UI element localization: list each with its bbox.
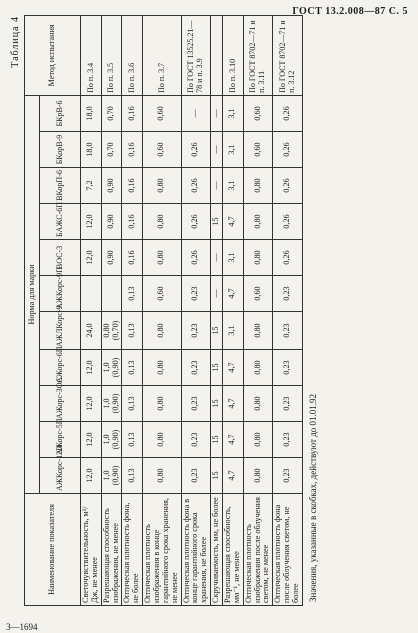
mark-header: БКорВ-9: [40, 132, 81, 168]
norm-value: 0,16: [122, 132, 143, 168]
parameter-name: Оптическая плотность фона, не более: [122, 494, 143, 606]
norm-value: 0,80: [243, 240, 273, 276]
norm-value: 12,0: [81, 458, 102, 494]
norm-value: 15: [211, 204, 223, 240]
norm-value: 15: [211, 458, 223, 494]
norm-value: 18,0: [81, 95, 102, 131]
norm-value: 0,70: [101, 132, 122, 168]
norm-value: 0,60: [243, 95, 273, 131]
norm-value: 7,2: [81, 168, 102, 204]
norm-value: 0,90: [101, 168, 122, 204]
parameter-name: Оптическая плотность фона после облучения светом, не более: [273, 494, 303, 606]
method-cell: По п. 3.7: [143, 15, 181, 95]
norm-value: 0,23: [181, 422, 211, 458]
rotated-table-block: [10, 16, 400, 606]
norm-value: 0,90: [101, 240, 122, 276]
norm-value: 0,80: [143, 458, 181, 494]
method-cell: [211, 15, 223, 95]
parameter-name: Светочувствительность, м²/Дж, не менее: [81, 494, 102, 606]
norm-group-header: Норма для марки: [25, 95, 40, 493]
mark-header: ВОС-3: [40, 240, 81, 276]
norm-value: 3,1: [223, 240, 244, 276]
norm-value: 0,23: [273, 458, 303, 494]
norm-value: 0,13: [122, 386, 143, 422]
norm-value: 0,23: [273, 350, 303, 386]
table-row: [243, 15, 273, 605]
norm-value: —: [211, 240, 223, 276]
norm-value: 0,80: [243, 312, 273, 350]
method-cell: По п. 3.10: [223, 15, 244, 95]
norm-value: 0,26: [181, 204, 211, 240]
parameter-name: Скручиваемость, мм, не более: [211, 494, 223, 606]
norm-value: 0,60: [143, 132, 181, 168]
norm-value: 12,0: [81, 204, 102, 240]
norm-value: 12,0: [81, 386, 102, 422]
standard-table: [24, 15, 303, 606]
norm-value: 0,80: [243, 422, 273, 458]
norm-value: 0,23: [273, 386, 303, 422]
norm-value: 0,80: [143, 240, 181, 276]
norm-value: 0,16: [122, 95, 143, 131]
method-cell: По п. 3.4: [81, 15, 102, 95]
norm-value: 0,90: [101, 204, 122, 240]
norm-value: 18,0: [81, 132, 102, 168]
mark-header: БАЖС-6П: [40, 204, 81, 240]
table-row: [181, 15, 211, 605]
table-caption: Таблица 4: [10, 16, 21, 68]
norm-value: 0,23: [181, 458, 211, 494]
param-header: Наименование показателя: [25, 494, 81, 606]
page-header: ГОСТ 13.2.008—87 С. 5: [292, 6, 408, 17]
norm-value: 0,13: [122, 458, 143, 494]
norm-value: —: [211, 132, 223, 168]
norm-value: 15: [211, 312, 223, 350]
mark-header: ВКорП-6: [40, 168, 81, 204]
parameter-name: Оптическая плотность изображения в конце гарантийного срока хранения, не менее: [143, 494, 181, 606]
mark-header: АЖорс-6П: [40, 350, 81, 386]
parameter-name: Оптическая плотность фона в конце гарантийного срока хранения, не более: [181, 494, 211, 606]
norm-value: 0,80: [143, 204, 181, 240]
norm-value: 1,0 (0,90): [101, 350, 122, 386]
norm-value: —: [181, 95, 211, 131]
norm-value: 15: [211, 350, 223, 386]
norm-value: 0,80 (0,70): [101, 312, 122, 350]
table-row: [143, 15, 181, 605]
norm-value: 0,16: [122, 168, 143, 204]
norm-value: 0,23: [273, 276, 303, 312]
table-row: [273, 15, 303, 605]
norm-value: 0,23: [273, 422, 303, 458]
norm-value: 0,80: [243, 168, 273, 204]
norm-value: 0,80: [243, 386, 273, 422]
norm-value: 0,60: [243, 132, 273, 168]
norm-value: 0,60: [143, 95, 181, 131]
norm-value: 0,23: [181, 276, 211, 312]
norm-value: 12,0: [81, 350, 102, 386]
norm-value: 0,80: [143, 422, 181, 458]
mark-header: АЖКорс-12П: [40, 458, 81, 494]
mark-header: АЖорс-5П: [40, 422, 81, 458]
method-cell: По ГОСТ 13525.21—78 и п. 3.9: [181, 15, 211, 95]
norm-value: 0,13: [122, 276, 143, 312]
norm-value: 3,1: [223, 132, 244, 168]
mark-header: АЖКорс-9П: [40, 276, 81, 312]
norm-value: 1,0 (0,90): [101, 422, 122, 458]
norm-value: 3,1: [223, 312, 244, 350]
norm-value: 0,23: [181, 386, 211, 422]
norm-value: 0,13: [122, 312, 143, 350]
norm-value: 3,1: [223, 95, 244, 131]
norm-value: 0,16: [122, 240, 143, 276]
norm-value: —: [211, 168, 223, 204]
footnote: Значения, указанные в скобках, действуют до 01.01.92: [307, 393, 318, 602]
norm-value: 0,26: [181, 240, 211, 276]
norm-value: 0,23: [181, 350, 211, 386]
norm-value: 4,7: [223, 458, 244, 494]
norm-value: 0,26: [273, 132, 303, 168]
norm-value: 1,0 (0,90): [101, 386, 122, 422]
norm-value: 0,13: [122, 350, 143, 386]
norm-value: —: [211, 95, 223, 131]
norm-value: 0,80: [243, 458, 273, 494]
norm-value: 15: [211, 422, 223, 458]
norm-value: 0,80: [143, 350, 181, 386]
norm-value: 0,23: [181, 312, 211, 350]
method-cell: По п. 3.6: [122, 15, 143, 95]
norm-value: 0,26: [273, 240, 303, 276]
norm-value: 0,16: [122, 204, 143, 240]
norm-value: [101, 276, 122, 312]
method-header: Метод испытания: [25, 15, 81, 95]
norm-value: 0,80: [143, 168, 181, 204]
norm-value: [81, 276, 102, 312]
norm-value: 0,80: [243, 204, 273, 240]
norm-value: 0,26: [181, 132, 211, 168]
norm-value: 1,0 (0,90): [101, 458, 122, 494]
parameter-name: Разрешающая способность, мм⁻¹, не менее: [223, 494, 244, 606]
norm-value: 4,7: [223, 204, 244, 240]
norm-value: 0,60: [143, 276, 181, 312]
parameter-name: Разрешающая способность изображения, не менее: [101, 494, 122, 606]
table-row: [211, 15, 223, 605]
norm-value: 0,26: [273, 95, 303, 131]
table-row: [223, 15, 244, 605]
mark-header: АЖорс-ЗОС: [40, 386, 81, 422]
norm-value: 4,7: [223, 386, 244, 422]
norm-value: 0,26: [273, 168, 303, 204]
table-row: [101, 15, 122, 605]
mark-header: АЖЛКорс-9: [40, 312, 81, 350]
method-cell: По п. 3.5: [101, 15, 122, 95]
norm-value: 3,1: [223, 168, 244, 204]
norm-value: —: [211, 276, 223, 312]
norm-value: 12,0: [81, 240, 102, 276]
norm-value: 0,60: [243, 276, 273, 312]
mark-header: БКрВ-6: [40, 95, 81, 131]
page-footer: 3—1694: [6, 622, 38, 632]
norm-value: 0,80: [243, 350, 273, 386]
norm-value: 0,80: [143, 312, 181, 350]
norm-value: 4,7: [223, 276, 244, 312]
table-row: [122, 15, 143, 605]
norm-value: 24,0: [81, 312, 102, 350]
norm-value: 15: [211, 386, 223, 422]
method-cell: По ГОСТ 8702—71 и п. 3.12: [273, 15, 303, 95]
method-cell: По ГОСТ 8702—71 и п. 3.11: [243, 15, 273, 95]
norm-value: 0,70: [101, 95, 122, 131]
norm-value: 0,13: [122, 422, 143, 458]
norm-value: 4,7: [223, 350, 244, 386]
norm-value: 0,26: [181, 168, 211, 204]
norm-value: 0,23: [273, 312, 303, 350]
table-body: [81, 15, 303, 605]
norm-value: 4,7: [223, 422, 244, 458]
norm-value: 0,26: [273, 204, 303, 240]
parameter-name: Оптическая плотность изображения после облучения светом, не менее: [243, 494, 273, 606]
table-row: [81, 15, 102, 605]
norm-value: 0,80: [143, 386, 181, 422]
norm-value: 12,0: [81, 422, 102, 458]
